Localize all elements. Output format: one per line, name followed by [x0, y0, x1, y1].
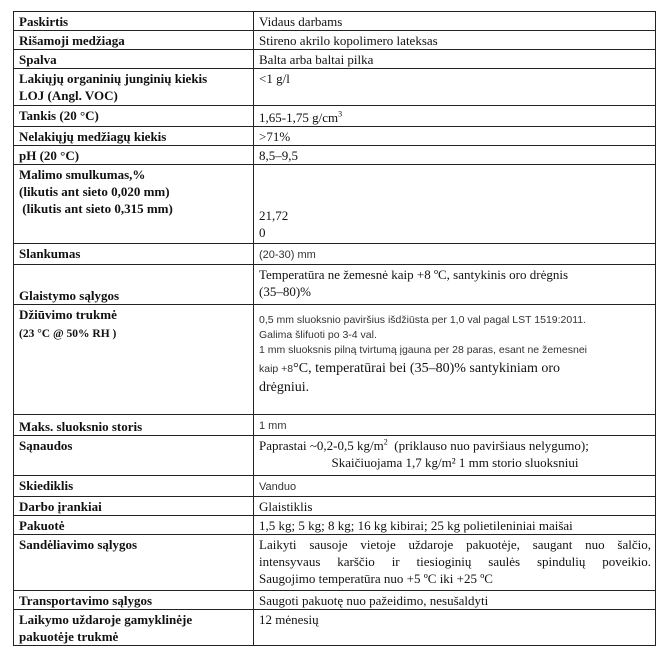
row-label: pH (20 °C)	[14, 146, 254, 165]
row-value	[254, 535, 656, 591]
row-value: 8,5–9,5	[254, 146, 656, 165]
row-value	[254, 436, 656, 476]
row-label: Paskirtis	[14, 12, 254, 31]
row-value-line: Temperatūra ne žemesnė kaip +8 ºC, santykinis oro drėgnis	[259, 267, 569, 282]
product-spec-table	[13, 11, 656, 646]
row-value	[254, 265, 656, 305]
row-value: Balta arba baltai pilka	[254, 50, 656, 69]
row-value-line: 1 mm sluoksnis pilną tvirtumą įgauna per 28 paras, esant ne žemesnei	[259, 344, 588, 356]
table-row	[14, 436, 656, 476]
table-row	[14, 591, 656, 610]
row-label-line: Lakiųjų organinių junginių kiekis	[19, 71, 208, 86]
row-label-line: LOJ (Angl. VOC)	[19, 88, 118, 103]
row-label-line: Malimo smulkumas,%	[19, 167, 146, 182]
table-row	[14, 535, 656, 591]
consumption-note: (priklauso nuo paviršiaus nelygumo);	[387, 438, 589, 453]
row-label: Slankumas	[14, 244, 254, 265]
row-value-line: 0,5 mm sluoksnio paviršius išdžiūsta per 1,0 val pagal LST 1519:2011.	[259, 314, 587, 326]
row-value-line: drėgniui.	[259, 380, 310, 395]
row-value: Vidaus darbams	[254, 12, 656, 31]
row-label: Maks. sluoksnio storis	[14, 415, 254, 436]
row-label-line: pakuotėje trukmė	[19, 629, 119, 644]
row-value: 1,5 kg; 5 kg; 8 kg; 16 kg kibirai; 25 kg polietileniniai maišai	[254, 516, 656, 535]
row-label	[14, 165, 254, 244]
row-value-text: Vanduo	[259, 481, 297, 493]
table-row	[14, 12, 656, 31]
row-value: Stireno akrilo kopolimero lateksas	[254, 31, 656, 50]
table-row	[14, 415, 656, 436]
row-label: Spalva	[14, 50, 254, 69]
row-label: Rišamoji medžiaga	[14, 31, 254, 50]
table-row	[14, 127, 656, 146]
table-row	[14, 476, 656, 497]
row-value-line: Laikyti sausoje vietoje uždaroje pakuotėje, saugant nuo šalčio,	[259, 537, 651, 552]
row-value	[254, 106, 656, 127]
table-row	[14, 610, 656, 646]
row-label: Glaistymo sąlygos	[14, 265, 254, 305]
row-value	[254, 244, 656, 265]
row-label-line: Džiūvimo trukmė	[19, 307, 117, 322]
row-value-line: Saugojimo temperatūra nuo +5 ºC iki +25 ºC	[259, 571, 493, 586]
row-value: <1 g/l	[254, 69, 656, 106]
table-row	[14, 69, 656, 106]
table-row	[14, 516, 656, 535]
row-value	[254, 305, 656, 415]
row-value: 12 mėnesių	[254, 610, 656, 646]
table-row	[14, 31, 656, 50]
row-label-line: (likutis ant sieto 0,020 mm)	[19, 184, 170, 199]
row-label: Sąnaudos	[14, 436, 254, 476]
density-value: 1,65-1,75 g/cm	[259, 110, 339, 125]
row-label	[14, 69, 254, 106]
row-value-text: °C, temperatūrai bei (35–80)% santykiniam oro	[293, 361, 561, 376]
row-label: Skiediklis	[14, 476, 254, 497]
row-value	[254, 165, 656, 244]
row-label-line: Laikymo uždaroje gamyklinėje	[19, 612, 193, 627]
row-label: Transportavimo sąlygos	[14, 591, 254, 610]
consumption-unit-exponent: 2	[383, 437, 388, 447]
table-row	[14, 497, 656, 516]
row-label: Tankis (20 °C)	[14, 106, 254, 127]
row-label	[14, 305, 254, 415]
row-value-text: (20-30) mm	[259, 249, 316, 261]
table-row	[14, 106, 656, 127]
row-value	[254, 476, 656, 497]
row-label: Darbo įrankiai	[14, 497, 254, 516]
row-value: >71%	[254, 127, 656, 146]
row-value-text: kaip +8	[259, 363, 294, 375]
row-value	[254, 415, 656, 436]
density-unit-exponent: 3	[338, 109, 343, 119]
row-value-line: 21,72	[259, 208, 289, 223]
table-row	[14, 305, 656, 415]
row-value-text: 1 mm	[259, 420, 287, 432]
table-row	[14, 165, 656, 244]
row-label-line: (23 °C @ 50% RH )	[19, 328, 117, 340]
row-label	[14, 610, 254, 646]
table-row	[14, 50, 656, 69]
row-value-line: Skaičiuojama 1,7 kg/m² 1 mm storio sluoksniui	[331, 455, 579, 470]
table-row	[14, 265, 656, 305]
row-label: Sandėliavimo sąlygos	[14, 535, 254, 591]
row-value-line: intensyvaus karščio ir tiesioginių saulės spindulių poveikio.	[259, 554, 651, 569]
row-label-line: (likutis ant sieto 0,315 mm)	[19, 201, 173, 216]
table-row	[14, 244, 656, 265]
row-value: Saugoti pakuotę nuo pažeidimo, nesušaldyti	[254, 591, 656, 610]
consumption-value: Paprastai ~0,2-0,5 kg/m	[259, 438, 384, 453]
row-value-line: 0	[259, 225, 266, 240]
row-value-line: Galima šlifuoti po 3-4 val.	[259, 329, 377, 341]
row-label: Nelakiųjų medžiagų kiekis	[14, 127, 254, 146]
row-value-line: (35–80)%	[259, 284, 311, 299]
row-label: Pakuotė	[14, 516, 254, 535]
row-value: Glaistiklis	[254, 497, 656, 516]
table-row	[14, 146, 656, 165]
